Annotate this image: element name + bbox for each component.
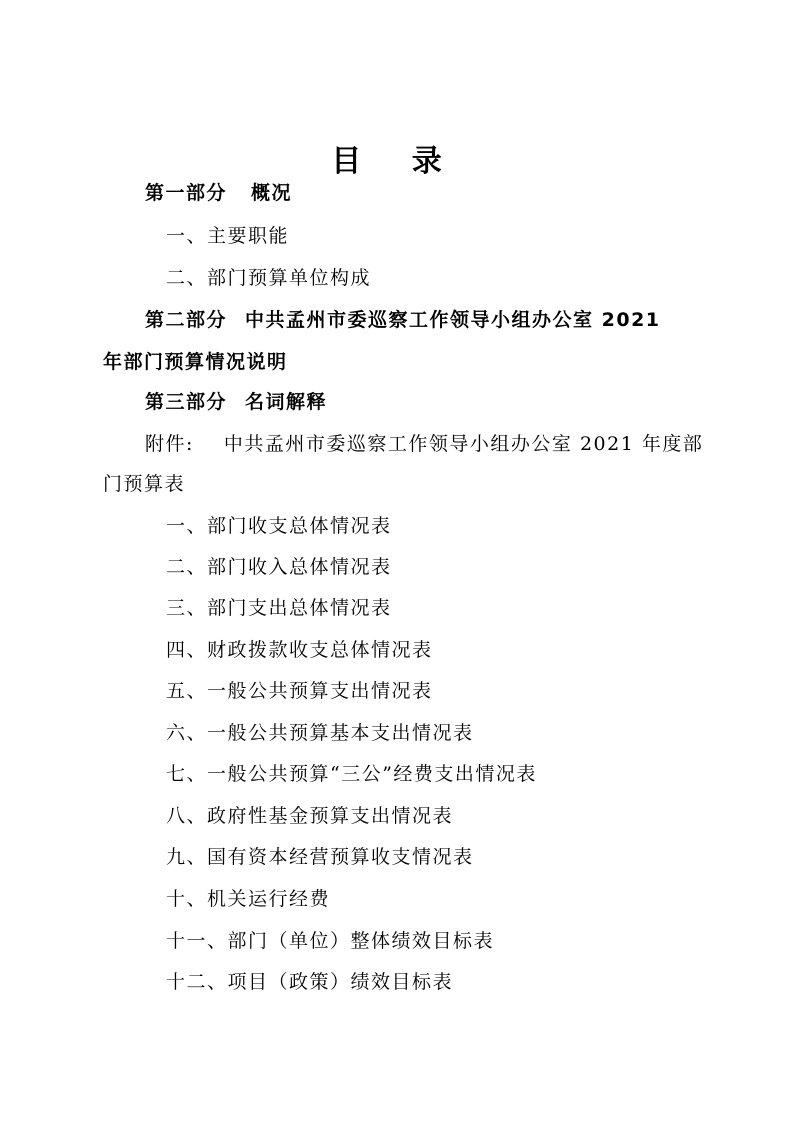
attachment-item: 十二、项目（政策）绩效目标表 bbox=[166, 971, 454, 993]
page-title: 目 录 bbox=[331, 144, 462, 179]
attachment-title: 中共孟州市委巡察工作领导小组办公室 2021 年度部 bbox=[223, 433, 704, 455]
attachment-item: 二、部门收入总体情况表 bbox=[166, 556, 392, 578]
part2-name-line1: 中共孟州市委巡察工作领导小组办公室 2021 bbox=[245, 309, 661, 331]
part1-item: 一、主要职能 bbox=[166, 225, 290, 247]
attachment-item: 四、财政拨款收支总体情况表 bbox=[166, 639, 433, 661]
part3-label: 第三部分 bbox=[145, 391, 228, 413]
part2-heading bbox=[145, 308, 661, 332]
part2-label: 第二部分 bbox=[145, 309, 228, 331]
part2-name-line2: 年部门预算情况说明 bbox=[103, 351, 288, 373]
part1-label: 第一部分 bbox=[145, 182, 228, 204]
attachment-item: 十一、部门（单位）整体绩效目标表 bbox=[166, 930, 495, 952]
attachment-item: 三、部门支出总体情况表 bbox=[166, 597, 392, 619]
part1-name: 概况 bbox=[251, 182, 293, 204]
attachment-item: 六、一般公共预算基本支出情况表 bbox=[166, 722, 474, 744]
part1-heading bbox=[145, 181, 292, 205]
attachment-item: 七、一般公共预算“三公”经费支出情况表 bbox=[166, 763, 537, 785]
part3-name: 名词解释 bbox=[245, 391, 328, 413]
attachment-item: 九、国有资本经营预算收支情况表 bbox=[166, 846, 474, 868]
part1-item: 二、部门预算单位构成 bbox=[166, 267, 372, 289]
attachment-label: 附件: bbox=[145, 433, 194, 455]
part3-heading bbox=[145, 390, 327, 414]
attachment-item: 十、机关运行经费 bbox=[166, 888, 331, 910]
attachment-item: 五、一般公共预算支出情况表 bbox=[166, 680, 433, 702]
attachment-line1 bbox=[145, 432, 703, 456]
attachment-item: 一、部门收支总体情况表 bbox=[166, 515, 392, 537]
attachment-item: 八、政府性基金预算支出情况表 bbox=[166, 805, 454, 827]
attachment-line2: 门预算表 bbox=[103, 473, 186, 495]
